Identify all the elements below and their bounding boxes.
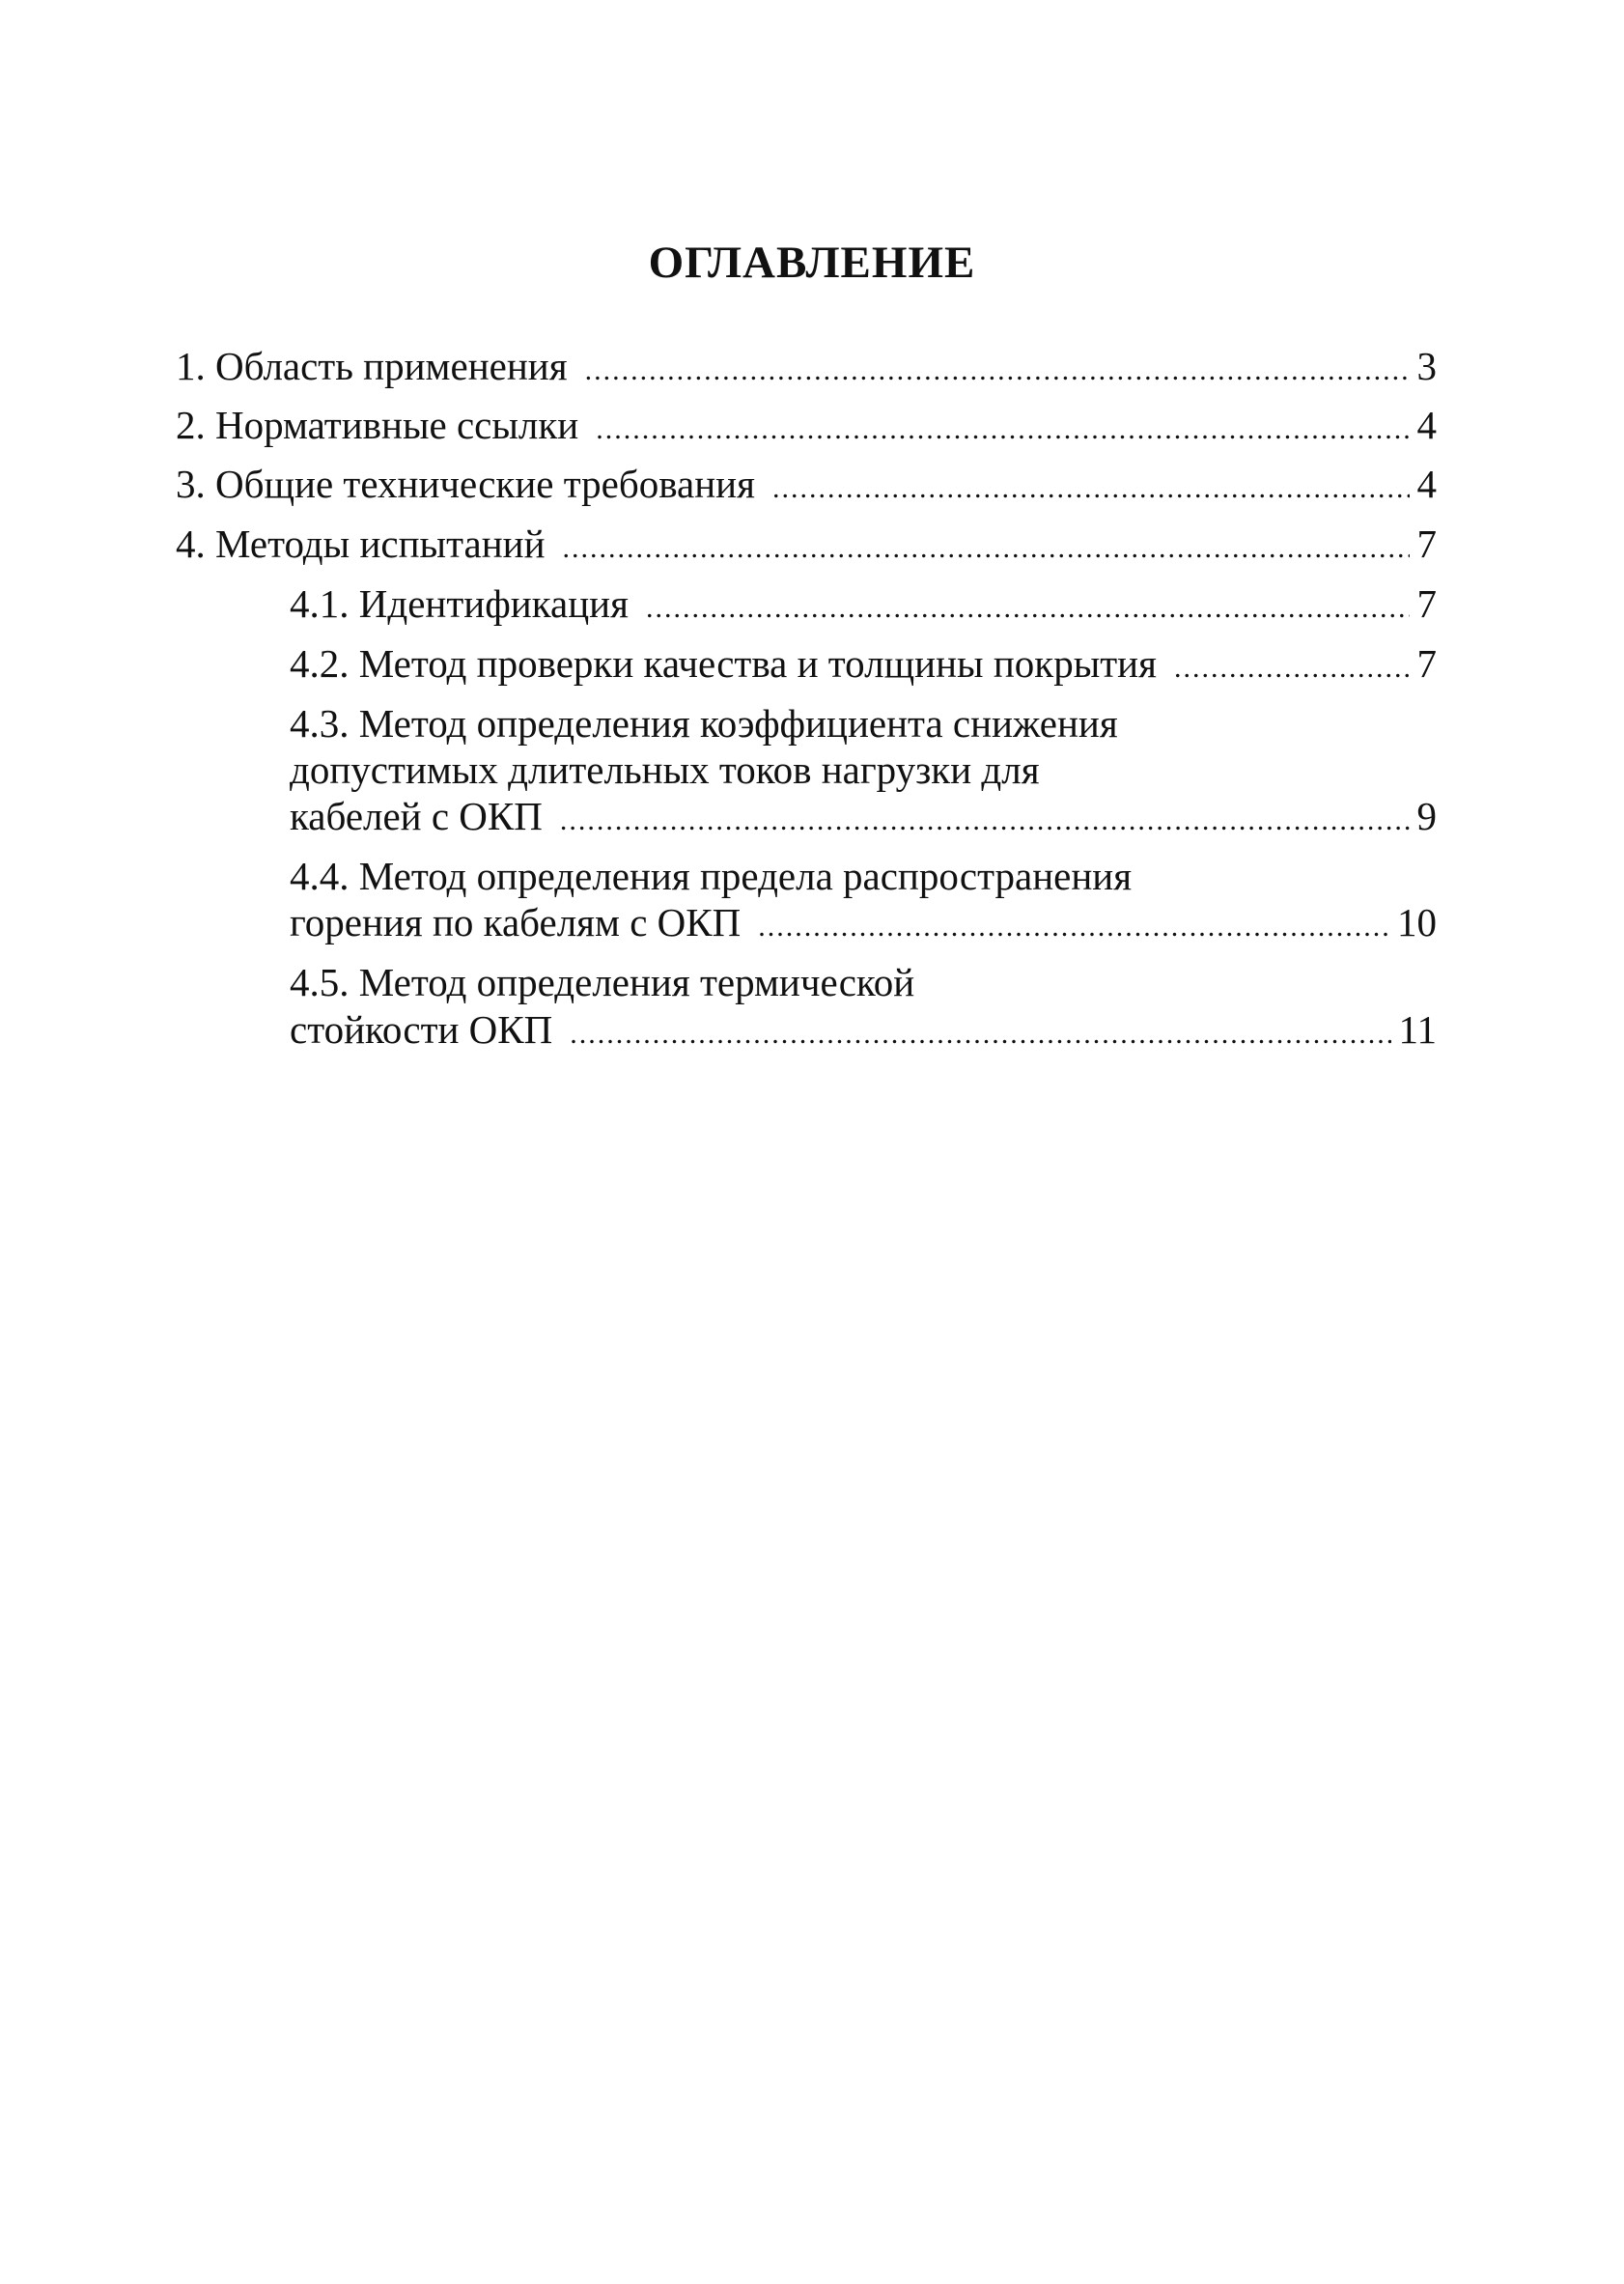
dot-leader (758, 903, 1389, 951)
toc-entry-4-4 (290, 898, 1437, 951)
toc-heading: ОГЛАВЛЕНИЕ (648, 238, 976, 288)
toc-entry-page: 11 (1398, 1007, 1437, 1052)
toc-entry-page: 7 (1416, 522, 1437, 566)
dot-leader (596, 406, 1409, 454)
dot-leader (1174, 644, 1410, 692)
toc-entry-4-2 (290, 639, 1437, 692)
toc-entry-title: 1. Область применения (176, 344, 568, 388)
dot-leader (570, 1010, 1390, 1058)
toc-entry-page: 4 (1416, 403, 1437, 447)
toc-entry-4-3-line-1: 4.3. Метод определения коэффициента снижения (290, 701, 1118, 746)
toc-entry-title: кабелей с ОКП (290, 794, 543, 838)
toc-entry-4-4-line-1: 4.4. Метод определения предела распространения (290, 854, 1133, 898)
toc-entry-2 (176, 401, 1437, 454)
toc-entry-page: 10 (1397, 900, 1437, 945)
toc-entry-title: 4.2. Метод проверки качества и толщины покрытия (290, 641, 1157, 686)
dot-leader (585, 347, 1410, 395)
toc-entry-1 (176, 342, 1437, 395)
toc-entry-title: 4. Методы испытаний (176, 522, 546, 566)
toc-entry-4-5-line-1: 4.5. Метод определения термической (290, 960, 915, 1004)
toc-entry-title: 4.1. Идентификация (290, 581, 629, 626)
toc-entry-4-5 (290, 1005, 1437, 1058)
toc-entry-4-3 (290, 792, 1437, 845)
toc-entry-title: стойкости ОКП (290, 1007, 553, 1052)
dot-leader (646, 584, 1410, 633)
toc-entry-4-1 (290, 579, 1437, 633)
toc-entry-page: 7 (1416, 641, 1437, 686)
dot-leader (772, 465, 1410, 513)
dot-leader (560, 797, 1410, 845)
toc-entry-page: 9 (1416, 794, 1437, 838)
toc-entry-3 (176, 460, 1437, 513)
toc-entry-page: 7 (1416, 581, 1437, 626)
toc-entry-page: 4 (1416, 462, 1437, 506)
dot-leader (563, 524, 1410, 573)
toc-entry-title: 2. Нормативные ссылки (176, 403, 579, 447)
toc-entry-4 (176, 520, 1437, 573)
toc-entry-4-3-line-2: допустимых длительных токов нагрузки для (290, 747, 1040, 792)
toc-entry-title: горения по кабелям с ОКП (290, 900, 742, 945)
toc-entry-title: 3. Общие технические требования (176, 462, 755, 506)
toc-entry-page: 3 (1416, 344, 1437, 388)
